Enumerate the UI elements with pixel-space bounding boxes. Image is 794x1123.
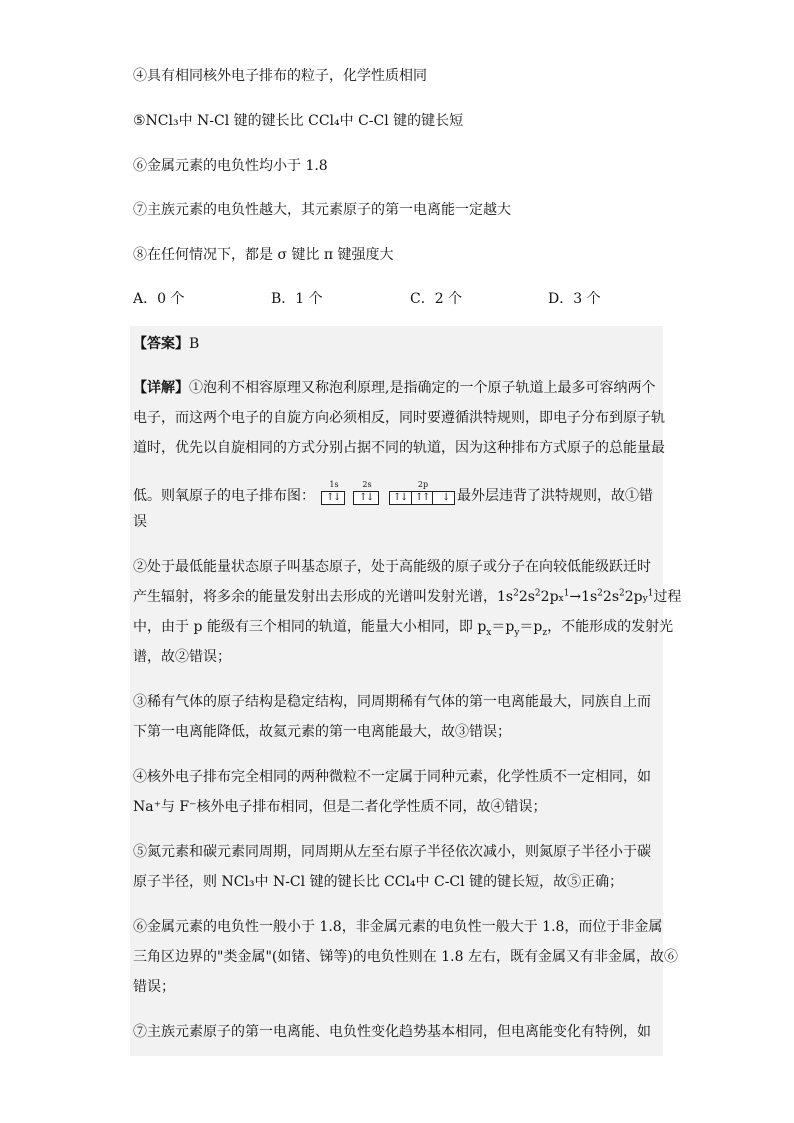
detail-p3-line-2: 下第一电离能降低，故氦元素的第一电离能最大，故③错误；: [133, 724, 511, 740]
detail-line-5: 误: [133, 514, 147, 530]
down-arrow-icon: ↓: [333, 492, 342, 503]
p-orbital-equality: $p_x=p_y=p_z$: [477, 619, 548, 638]
electron-config-transition: $1s^22s^22px^1\to 1s^22s^22py^1$: [497, 588, 654, 605]
detail-p3-line-1: ③稀有气体的原子结构是稳定结构，同周期稀有气体的第一电离能最大，同族自上而: [133, 694, 651, 710]
detail-p6-line-3: 错误；: [133, 979, 175, 995]
detail-line-1: 【详解】①泡利不相容原理又称泡利原理,是指确定的一个原子轨道上最多可容纳两个: [133, 380, 656, 396]
detail-p6-line-1: ⑥金属元素的电负性一般小于 1.8，非金属元素的电负性一般大于 1.8，而位于非金属: [133, 919, 663, 935]
orbital-label-2p: 2p: [417, 480, 429, 489]
statement-8: ⑧在任何情况下，都是 σ 键比 π 键强度大: [133, 247, 394, 263]
orbital-box-2s: [353, 491, 379, 505]
detail-p5-line-1: ⑤氮元素和碳元素同周期，同周期从左至右原子半径依次减小，则氮原子半径小于碳: [133, 844, 651, 860]
detail-p6-line-2: 三角区边界的"类金属"(如锗、锑等)的电负性则在 1.8 左右，既有金属又有非金属，故⑥: [133, 949, 678, 965]
up-arrow-icon: ↑: [422, 492, 431, 503]
option-d: D．3 个: [548, 291, 601, 307]
answer-line: [133, 334, 660, 354]
down-arrow-icon: ↓: [442, 492, 451, 503]
up-arrow-icon: ↑: [393, 492, 402, 503]
up-arrow-icon: ↑: [359, 492, 368, 503]
answer-label: 【答案】: [133, 336, 189, 352]
detail-p7-line-1: ⑦主族元素原子的第一电离能、电负性变化趋势基本相同，但电离能变化有特例，如: [133, 1024, 651, 1040]
detail-p4-line-1: ④核外电子排布完全相同的两种微粒不一定属于同种元素，化学性质不一定相同，如: [133, 769, 651, 785]
option-c: C．2 个: [410, 291, 463, 307]
option-b: B．1 个: [271, 291, 323, 307]
detail-line-2: 电子，而这两个电子的自旋方向必须相反，同时要遵循洪特规则，即电子分布到原子轨: [133, 410, 665, 426]
detail-p4-line-2: Na⁺与 F⁻核外电子排布相同，但是二者化学性质不同，故④错误；: [133, 799, 547, 815]
detail-p2-line-2: 产生辐射，将多余的能量发射出去形成的光谱叫发射光谱，$1s^22s^22px^1\to 1s^22s^22py^1$过程: [133, 588, 682, 605]
detail-p2-line-1: ②处于最低能量状态原子叫基态原子，处于高能级的原子或分子在向较低能级跃迁时: [133, 559, 651, 575]
orbital-label-2s: 2s: [362, 480, 372, 489]
statement-6: ⑥金属元素的电负性均小于 1.8: [133, 158, 328, 174]
down-arrow-icon: ↓: [366, 492, 375, 503]
statement-4: ④具有相同核外电子排布的粒子，化学性质相同: [133, 68, 427, 84]
orbital-box-2p: [389, 491, 455, 505]
detail-p2-line-3: 中，由于 p 能级有三个相同的轨道，能量大小相同，即 $p_x=p_y=p_z$，不能形成的发射光: [133, 619, 674, 638]
statement-7: ⑦主族元素的电负性越大，其元素原子的第一电离能一定越大: [133, 202, 511, 218]
statement-5: ⑤NCl₃中 N-Cl 键的键长比 CCl₄中 C-Cl 键的键长短: [133, 113, 464, 129]
up-arrow-icon: ↑: [415, 492, 424, 503]
answer-panel: [130, 326, 682, 1056]
detail-p2-line-4: 谱，故②错误；: [133, 649, 231, 665]
orbital-box-1s: [321, 491, 345, 505]
detail-label: 【详解】: [133, 380, 189, 396]
oxygen-orbital-diagram: [317, 482, 455, 504]
option-a: A．0 个: [133, 291, 185, 307]
detail-line-4: 低。则氧原子的电子排布图： 1s 2s 2p ↑ ↓ ↑ ↓ ↑ ↓ ↑ ↑ ↓ 最外层违背了洪特规则，故①错: [133, 480, 653, 504]
orbital-label-1s: 1s: [329, 480, 339, 489]
answer-value: B: [189, 336, 200, 352]
detail-line-3: 道时，优先以自旋相同的方式分别占据不同的轨道，因为这种排布方式原子的总能量最: [133, 440, 665, 456]
up-arrow-icon: ↑: [326, 492, 335, 503]
down-arrow-icon: ↓: [400, 492, 409, 503]
detail-p5-line-2: 原子半径，则 NCl₃中 N-Cl 键的键长比 CCl₄中 C-Cl 键的键长短，故⑤正确；: [133, 874, 624, 890]
